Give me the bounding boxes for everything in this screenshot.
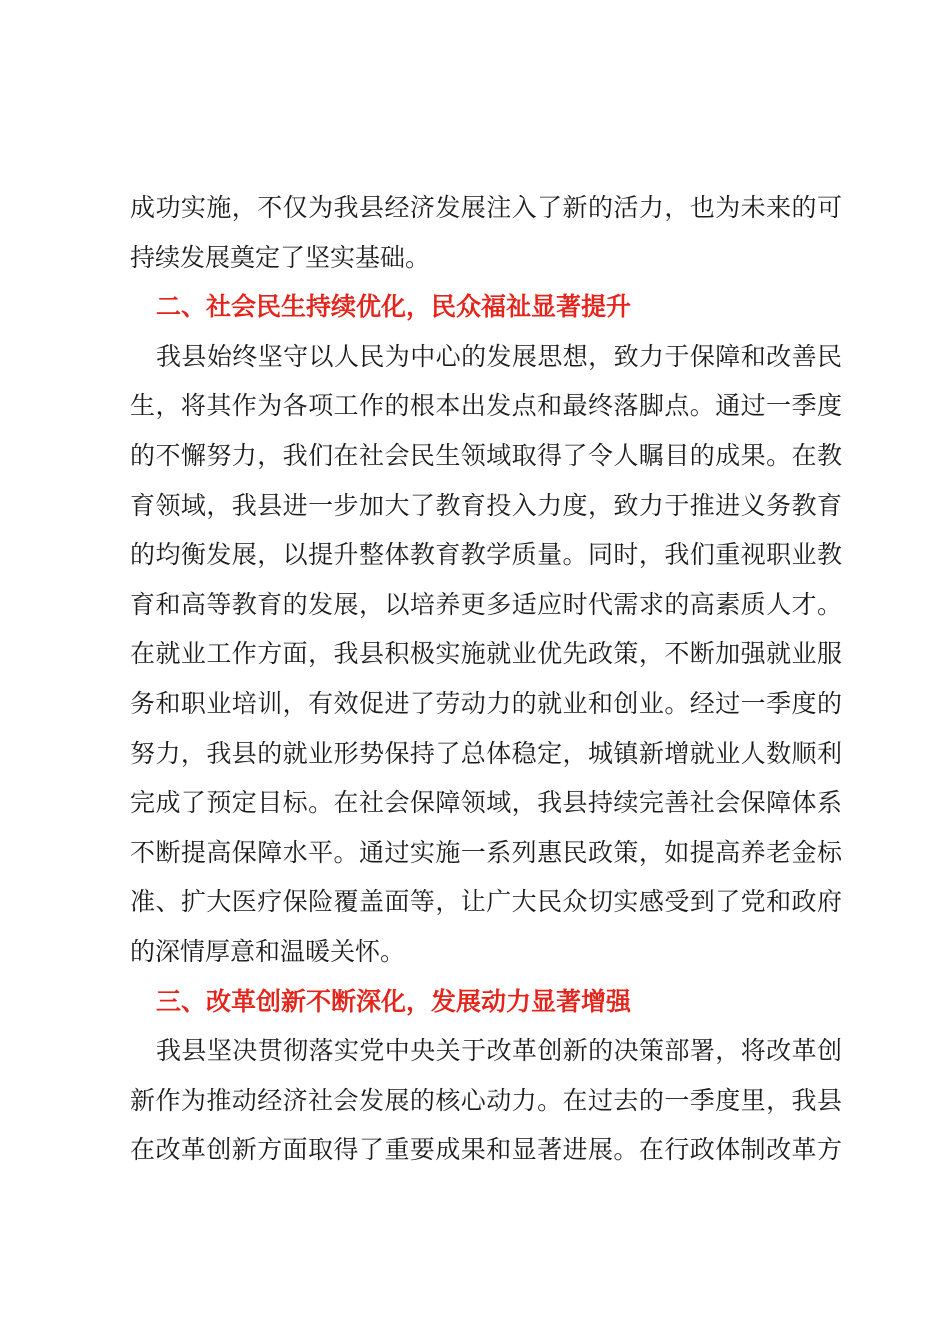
text-line: 育和高等教育的发展，以培养更多适应时代需求的高素质人才。: [130, 589, 842, 619]
text-line: 务和职业培训，有效促进了劳动力的就业和创业。经过一季度的: [130, 688, 842, 718]
text-line: 完成了预定目标。在社会保障领域，我县持续完善社会保障体系: [130, 788, 842, 818]
text-line: 生，将其作为各项工作的根本出发点和最终落脚点。通过一季度: [130, 391, 842, 421]
text-line: 我县始终坚守以人民为中心的发展思想，致力于保障和改善民: [156, 341, 842, 371]
text-line: 的均衡发展，以提升整体教育教学质量。同时，我们重视职业教: [130, 540, 842, 570]
text-line: 准、扩大医疗保险覆盖面等，让广大民众切实感受到了党和政府: [130, 887, 842, 917]
text-line: 在就业工作方面，我县积极实施就业优先政策，不断加强就业服: [130, 639, 842, 669]
document-body: [130, 183, 842, 1175]
text-line: 在改革创新方面取得了重要成果和显著进展。在行政体制改革方: [130, 1135, 842, 1165]
intro-paragraph: [130, 183, 842, 282]
text-line: 持续发展奠定了坚实基础。: [130, 242, 431, 272]
text-line: 的深情厚意和温暖关怀。: [130, 936, 406, 966]
section-3-paragraph: [130, 1026, 842, 1175]
text-line: 新作为推动经济社会发展的核心动力。在过去的一季度里，我县: [130, 1085, 842, 1115]
section-heading-2: 二、社会民生持续优化，民众福祉显著提升: [156, 292, 632, 322]
text-line: 努力，我县的就业形势保持了总体稳定，城镇新增就业人数顺利: [130, 738, 842, 768]
text-line: 我县坚决贯彻落实党中央关于改革创新的决策部署，将改革创: [156, 1036, 842, 1066]
section-heading-3: 三、改革创新不断深化，发展动力显著增强: [156, 986, 632, 1016]
text-line: 不断提高保障水平。通过实施一系列惠民政策，如提高养老金标: [130, 837, 842, 867]
text-line: 成功实施，不仅为我县经济发展注入了新的活力，也为未来的可: [130, 193, 842, 222]
text-line: 育领域，我县进一步加大了教育投入力度，致力于推进义务教育: [130, 490, 842, 520]
section-2-paragraph: [130, 332, 842, 977]
text-line: 的不懈努力，我们在社会民生领域取得了令人瞩目的成果。在教: [130, 440, 842, 470]
